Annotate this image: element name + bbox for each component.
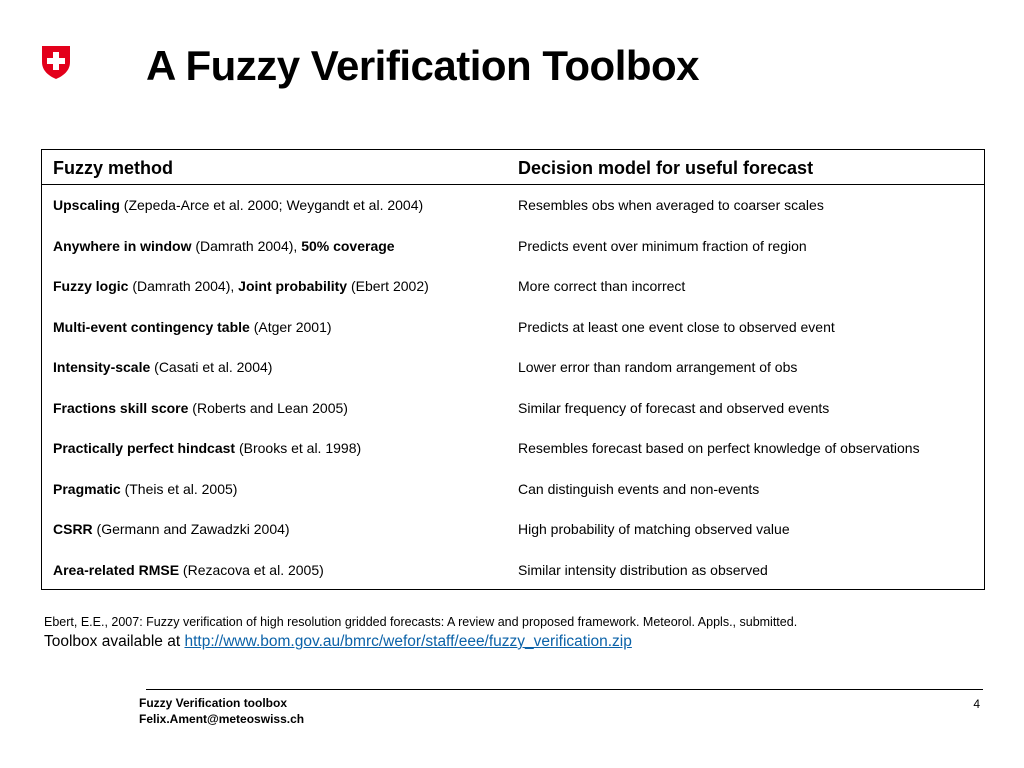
toolbox-availability	[44, 631, 632, 653]
method-cell	[53, 518, 290, 540]
page-number: 4	[973, 697, 980, 711]
decision-cell: Resembles obs when averaged to coarser scales	[518, 197, 824, 213]
method-citation: (Brooks et al. 1998)	[235, 440, 362, 456]
table-row	[42, 194, 984, 216]
slide-title: A Fuzzy Verification Toolbox	[146, 42, 700, 89]
method-name: Pragmatic	[53, 480, 121, 497]
footer	[139, 695, 304, 727]
decision-cell: Resembles forecast based on perfect knowledge of observations	[518, 440, 920, 456]
reference-citation: Ebert, E.E., 2007: Fuzzy verification of high resolution gridded forecasts: A review and proposed framework. Meteorol. Appls., submitted.	[44, 615, 798, 629]
method-citation: (Zepeda-Arce et al. 2000; Weygandt et al. 2004)	[119, 197, 424, 213]
method-name: 50% coverage	[301, 237, 395, 254]
swiss-shield-icon	[40, 44, 72, 80]
toolbox-download-link[interactable]: http://www.bom.gov.au/bmrc/wefor/staff/eee/fuzzy_verification.zip	[184, 633, 632, 650]
table-header	[42, 150, 984, 185]
method-citation: (Casati et al. 2004)	[150, 359, 273, 375]
table-row	[42, 316, 984, 338]
footer-author-email: Felix.Ament@meteoswiss.ch	[139, 712, 305, 726]
method-cell	[53, 316, 332, 338]
table-row	[42, 397, 984, 419]
method-cell	[53, 194, 423, 216]
decision-cell: Predicts at least one event close to observed event	[518, 318, 835, 335]
decision-cell: Similar intensity distribution as observed	[518, 561, 768, 578]
table-row	[42, 518, 984, 540]
methods-table	[41, 149, 985, 590]
method-name: Area-related RMSE	[53, 561, 180, 578]
method-name: Intensity-scale	[53, 359, 151, 375]
method-name: Anywhere in window	[53, 237, 192, 254]
table-row	[42, 478, 984, 500]
method-cell	[53, 356, 272, 378]
method-name: Joint probability	[238, 278, 348, 294]
method-citation: (Atger 2001)	[249, 318, 332, 335]
method-cell	[53, 559, 324, 581]
method-citation: (Theis et al. 2005)	[120, 480, 238, 497]
method-cell	[53, 397, 348, 419]
footer-divider	[146, 689, 983, 690]
method-name: Multi-event contingency table	[53, 318, 250, 335]
method-citation: (Damrath 2004),	[191, 237, 302, 254]
method-citation: (Roberts and Lean 2005)	[188, 399, 348, 416]
decision-cell: Lower error than random arrangement of obs	[518, 359, 798, 375]
decision-cell: Predicts event over minimum fraction of region	[518, 237, 807, 254]
method-name: Practically perfect hindcast	[53, 440, 236, 456]
method-citation: (Damrath 2004),	[128, 278, 239, 294]
decision-cell: Similar frequency of forecast and observed events	[518, 399, 830, 416]
method-cell	[53, 275, 429, 297]
method-citation: (Rezacova et al. 2005)	[179, 561, 324, 578]
method-citation: (Ebert 2002)	[347, 278, 429, 294]
method-name: Fuzzy logic	[53, 278, 129, 294]
method-cell	[53, 478, 237, 500]
decision-cell: High probability of matching observed value	[518, 521, 790, 537]
method-name: CSRR	[53, 521, 93, 537]
table-row	[42, 559, 984, 581]
header-decision-model: Decision model for useful forecast	[518, 158, 814, 178]
footer-presentation-title: Fuzzy Verification toolbox	[139, 696, 288, 710]
table-row	[42, 235, 984, 257]
method-cell	[53, 437, 361, 459]
table-row	[42, 437, 984, 459]
decision-cell: Can distinguish events and non-events	[518, 480, 760, 497]
method-name: Upscaling	[53, 197, 120, 213]
table-row	[42, 275, 984, 297]
method-citation: (Germann and Zawadzki 2004)	[92, 521, 290, 537]
method-name: Fractions skill score	[53, 399, 189, 416]
toolbox-prefix: Toolbox available at	[44, 633, 185, 650]
method-cell	[53, 235, 395, 257]
table-row	[42, 356, 984, 378]
header-fuzzy-method: Fuzzy method	[53, 158, 173, 178]
decision-cell: More correct than incorrect	[518, 278, 686, 294]
